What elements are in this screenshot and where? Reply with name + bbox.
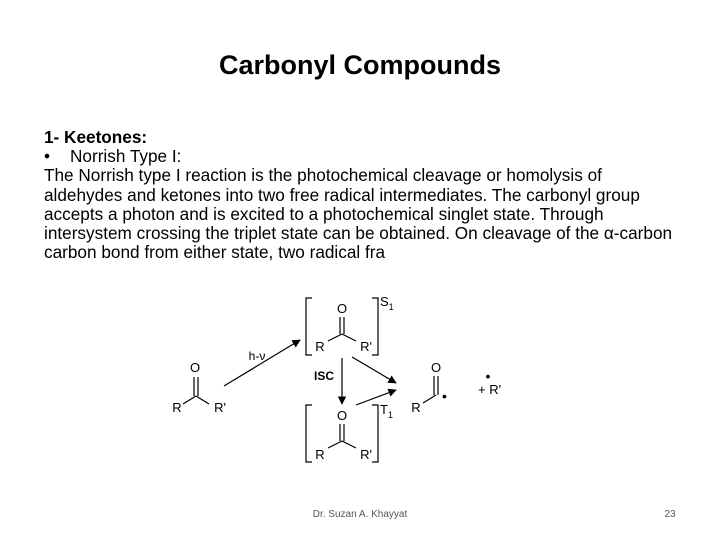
ketone-r-prime-label: R' (214, 400, 226, 415)
isc-label: ISC (314, 369, 335, 383)
hv-label: h-ν (248, 349, 266, 363)
triplet-r-prime-label: R' (360, 447, 372, 462)
page-number: 23 (664, 509, 676, 520)
singlet-r-prime-label: R' (360, 339, 372, 354)
plus-r-prime-label: + R' (478, 382, 502, 397)
singlet-r-label: R (315, 339, 325, 354)
norrish-reaction-scheme (160, 285, 520, 470)
acyl-oxygen-label: O (430, 360, 442, 375)
bullet-text: Norrish Type I: (70, 146, 182, 167)
singlet-oxygen-label: O (336, 301, 348, 316)
bullet-marker: • (44, 146, 51, 167)
slide-title: Carbonyl Compounds (219, 50, 501, 80)
acyl-radical-dot: • (442, 388, 447, 404)
footer-author: Dr. Suzan A. Khayyat (312, 509, 408, 520)
body-paragraph: The Norrish type I reaction is the photochemical cleavage or homolysis of aldehydes and ketones into two free radical intermediates. The carbonyl group accepts a photon and is excited to a photochemical singlet state. Through intersystem crossing the triplet state can be obtained. On cleavage of the α-carbon carbon bond from either state, two radical fra (44, 165, 673, 263)
triplet-t-label: $T_1$ (380, 402, 393, 420)
slide-body (44, 128, 684, 262)
bullet-item (44, 147, 684, 166)
triplet-r-label: R (315, 447, 325, 462)
section-heading: 1- Keetones: (44, 127, 148, 147)
triplet-oxygen-label: O (336, 408, 348, 423)
acyl-r-label: R (411, 400, 421, 415)
ketone-oxygen-label: O (189, 360, 201, 375)
ketone-r-label: R (172, 400, 182, 415)
singlet-s-label: $S_1$ (380, 294, 394, 312)
alkyl-radical-dot: • (485, 368, 491, 384)
